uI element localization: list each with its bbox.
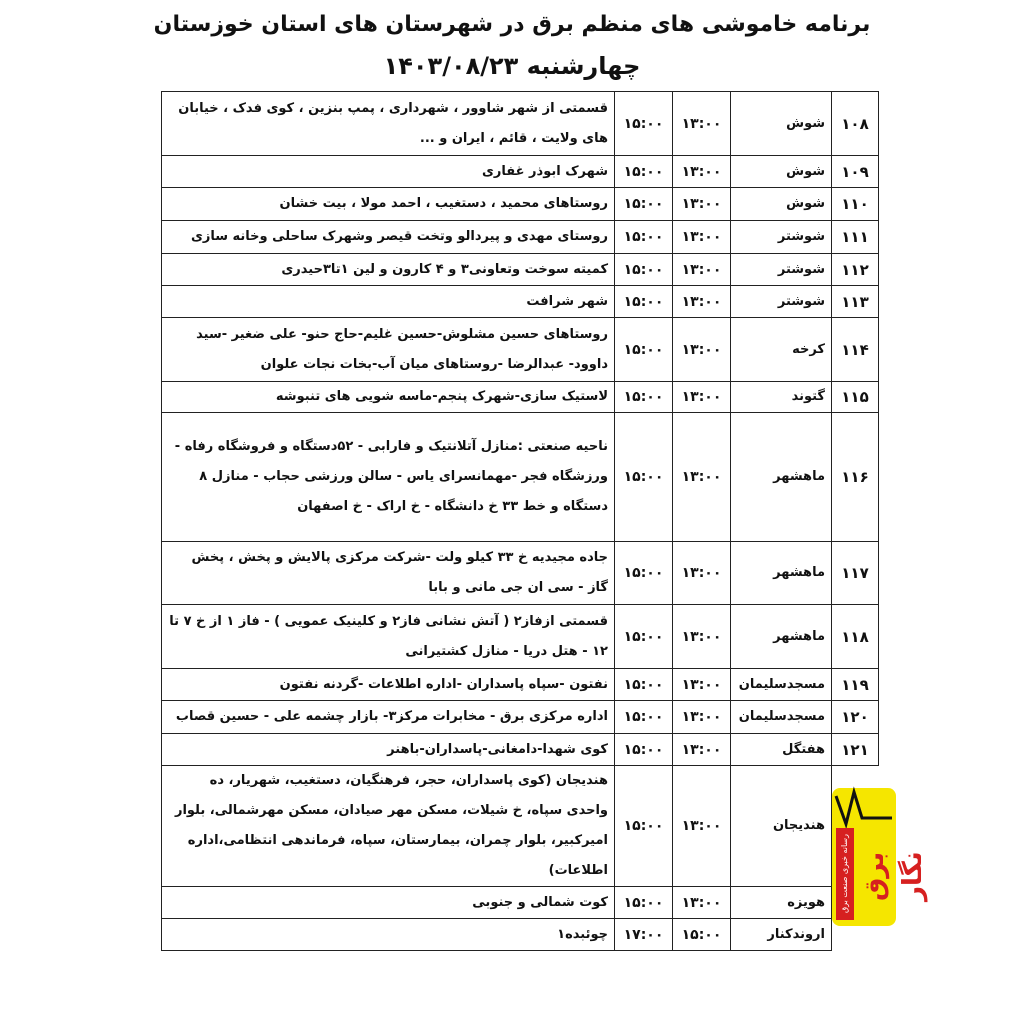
start-time-cell: ۱۳:۰۰ <box>673 318 731 382</box>
row-number-cell: ۱۱۴ <box>832 318 879 382</box>
start-time-cell: ۱۳:۰۰ <box>673 605 731 669</box>
city-cell: شوشتر <box>731 221 832 254</box>
areas-cell: شهر شرافت <box>162 286 615 318</box>
city-cell: ماهشهر <box>731 413 832 542</box>
end-time-cell: ۱۵:۰۰ <box>615 318 673 382</box>
start-time-cell: ۱۳:۰۰ <box>673 669 731 701</box>
areas-cell: شهرک ابوذر غفاری <box>162 156 615 188</box>
areas-cell: روستای مهدی و پیردالو وتخت قیصر وشهرک ساحلی وخانه سازی <box>162 221 615 254</box>
end-time-cell: ۱۵:۰۰ <box>615 92 673 156</box>
row-number-cell: ۱۱۷ <box>832 542 879 605</box>
end-time-cell: ۱۵:۰۰ <box>615 286 673 318</box>
city-cell: ماهشهر <box>731 542 832 605</box>
table-row <box>162 156 879 188</box>
end-time-cell: ۱۵:۰۰ <box>615 701 673 734</box>
start-time-cell: ۱۳:۰۰ <box>673 156 731 188</box>
city-cell: کرخه <box>731 318 832 382</box>
row-number-cell: ۱۱۰ <box>832 188 879 221</box>
city-cell: هندیجان <box>731 766 832 887</box>
city-cell: اروندکنار <box>731 919 832 951</box>
city-cell: شوش <box>731 188 832 221</box>
areas-cell: روستاهای حسین مشلوش-حسین غلیم-حاج حنو- علی ضغیر -سید داوود- عبدالرضا -روستاهای میان آب-بخات نجات علوان <box>162 318 615 382</box>
row-number-cell: ۱۱۳ <box>832 286 879 318</box>
areas-cell: چوئبده۱ <box>162 919 615 951</box>
end-time-cell: ۱۵:۰۰ <box>615 734 673 766</box>
table-row <box>162 542 879 605</box>
start-time-cell: ۱۳:۰۰ <box>673 766 731 887</box>
table-row <box>162 254 879 286</box>
areas-cell: ناحیه صنعتی :منازل آتلانتیک و فارابی - ۵۲دستگاه و فروشگاه رفاه - ورزشگاه فجر -مهمانسرای یاس - سالن ورزشی حجاب - منازل ۸ دستگاه و خط ۳۳ خ دانشگاه - خ اراک - خ اصفهان <box>162 413 615 542</box>
end-time-cell: ۱۵:۰۰ <box>615 413 673 542</box>
table-row <box>162 887 879 919</box>
row-number-cell: ۱۰۸ <box>832 92 879 156</box>
page-subtitle-date: چهارشنبه ۱۴۰۳/۰۸/۲۳ <box>383 52 641 80</box>
start-time-cell: ۱۳:۰۰ <box>673 734 731 766</box>
row-number-cell: ۱۲۱ <box>832 734 879 766</box>
row-number-cell: ۱۱۸ <box>832 605 879 669</box>
city-cell: مسجدسلیمان <box>731 701 832 734</box>
row-number-cell: ۱۱۶ <box>832 413 879 542</box>
city-cell: مسجدسلیمان <box>731 669 832 701</box>
table-row <box>162 382 879 413</box>
end-time-cell: ۱۵:۰۰ <box>615 887 673 919</box>
outage-schedule-table <box>161 91 879 951</box>
areas-cell: روستاهای محمید ، دستغیب ، احمد مولا ، بیت خشان <box>162 188 615 221</box>
city-cell: شوش <box>731 92 832 156</box>
areas-cell: قسمتی ازفاز۲ ( آتش نشانی فاز۲ و کلینیک عمویی ) - فاز ۱ از خ ۷ تا ۱۲ - هتل دریا - منازل کشتیرانی <box>162 605 615 669</box>
pulse-icon <box>832 788 896 828</box>
areas-cell: کمیته سوخت وتعاونی۳ و ۴ کارون و لین ۱تا۳حیدری <box>162 254 615 286</box>
table-row <box>162 413 879 542</box>
start-time-cell: ۱۳:۰۰ <box>673 221 731 254</box>
areas-cell: اداره مرکزی برق - مخابرات مرکز۳- بازار چشمه علی - حسین قصاب <box>162 701 615 734</box>
table-row <box>162 221 879 254</box>
table-row <box>162 188 879 221</box>
logo-tagline: رسانه خبری صنعت برق <box>836 828 854 920</box>
table-row <box>162 919 879 951</box>
table-row <box>162 669 879 701</box>
start-time-cell: ۱۳:۰۰ <box>673 542 731 605</box>
areas-cell: قسمتی از شهر شاوور ، شهرداری ، پمپ بنزین ، کوی فدک ، خیابان های ولایت ، قائم ، ایران و ... <box>162 92 615 156</box>
row-number-cell: ۱۲۰ <box>832 701 879 734</box>
end-time-cell: ۱۵:۰۰ <box>615 156 673 188</box>
row-number-cell: ۱۱۲ <box>832 254 879 286</box>
end-time-cell: ۱۵:۰۰ <box>615 254 673 286</box>
end-time-cell: ۱۵:۰۰ <box>615 221 673 254</box>
table-row <box>162 605 879 669</box>
areas-cell: کوت شمالی و جنوبی <box>162 887 615 919</box>
page-title: برنامه خاموشی های منظم برق در شهرستان های استان خوزستان <box>153 12 871 37</box>
city-cell: گتوند <box>731 382 832 413</box>
end-time-cell: ۱۵:۰۰ <box>615 542 673 605</box>
start-time-cell: ۱۳:۰۰ <box>673 188 731 221</box>
start-time-cell: ۱۳:۰۰ <box>673 413 731 542</box>
end-time-cell: ۱۷:۰۰ <box>615 919 673 951</box>
row-number-cell: ۱۱۵ <box>832 382 879 413</box>
end-time-cell: ۱۵:۰۰ <box>615 669 673 701</box>
end-time-cell: ۱۵:۰۰ <box>615 188 673 221</box>
end-time-cell: ۱۵:۰۰ <box>615 605 673 669</box>
city-cell: هویزه <box>731 887 832 919</box>
start-time-cell: ۱۳:۰۰ <box>673 254 731 286</box>
table-row <box>162 766 879 887</box>
areas-cell: هندیجان (کوی پاسداران، حجر، فرهنگیان، دستغیب، شهریار، ده واحدی سپاه، خ شیلات، مسکن مهر صیادان، مسکن مهرشمالی، بلوار امیرکبیر، بلوار چمران، بیمارستان، سپاه، فرماندهی انتظامی،اداره اطلاعات) <box>162 766 615 887</box>
table-row <box>162 701 879 734</box>
barq-negar-logo <box>832 788 928 926</box>
areas-cell: کوی شهدا-دامغانی-پاسداران-باهنر <box>162 734 615 766</box>
start-time-cell: ۱۳:۰۰ <box>673 286 731 318</box>
row-number-cell: ۱۰۹ <box>832 156 879 188</box>
areas-cell: جاده مجیدیه خ ۳۳ کیلو ولت -شرکت مرکزی پالایش و پخش ، پخش گاز - سی ان جی مانی و بابا <box>162 542 615 605</box>
end-time-cell: ۱۵:۰۰ <box>615 382 673 413</box>
table-row <box>162 92 879 156</box>
logo-name: برق نگار <box>860 851 928 901</box>
city-cell: ماهشهر <box>731 605 832 669</box>
city-cell: هفتگل <box>731 734 832 766</box>
table-row <box>162 286 879 318</box>
areas-cell: لاستیک سازی-شهرک پنجم-ماسه شویی های تنبوشه <box>162 382 615 413</box>
start-time-cell: ۱۳:۰۰ <box>673 701 731 734</box>
areas-cell: نفتون -سپاه پاسداران -اداره اطلاعات -گردنه نفتون <box>162 669 615 701</box>
table-row <box>162 734 879 766</box>
start-time-cell: ۱۳:۰۰ <box>673 382 731 413</box>
start-time-cell: ۱۵:۰۰ <box>673 919 731 951</box>
row-number-cell: ۱۱۱ <box>832 221 879 254</box>
city-cell: شوشتر <box>731 254 832 286</box>
row-number-cell: ۱۱۹ <box>832 669 879 701</box>
city-cell: شوش <box>731 156 832 188</box>
end-time-cell: ۱۵:۰۰ <box>615 766 673 887</box>
table-row <box>162 318 879 382</box>
city-cell: شوشتر <box>731 286 832 318</box>
start-time-cell: ۱۳:۰۰ <box>673 92 731 156</box>
start-time-cell: ۱۳:۰۰ <box>673 887 731 919</box>
